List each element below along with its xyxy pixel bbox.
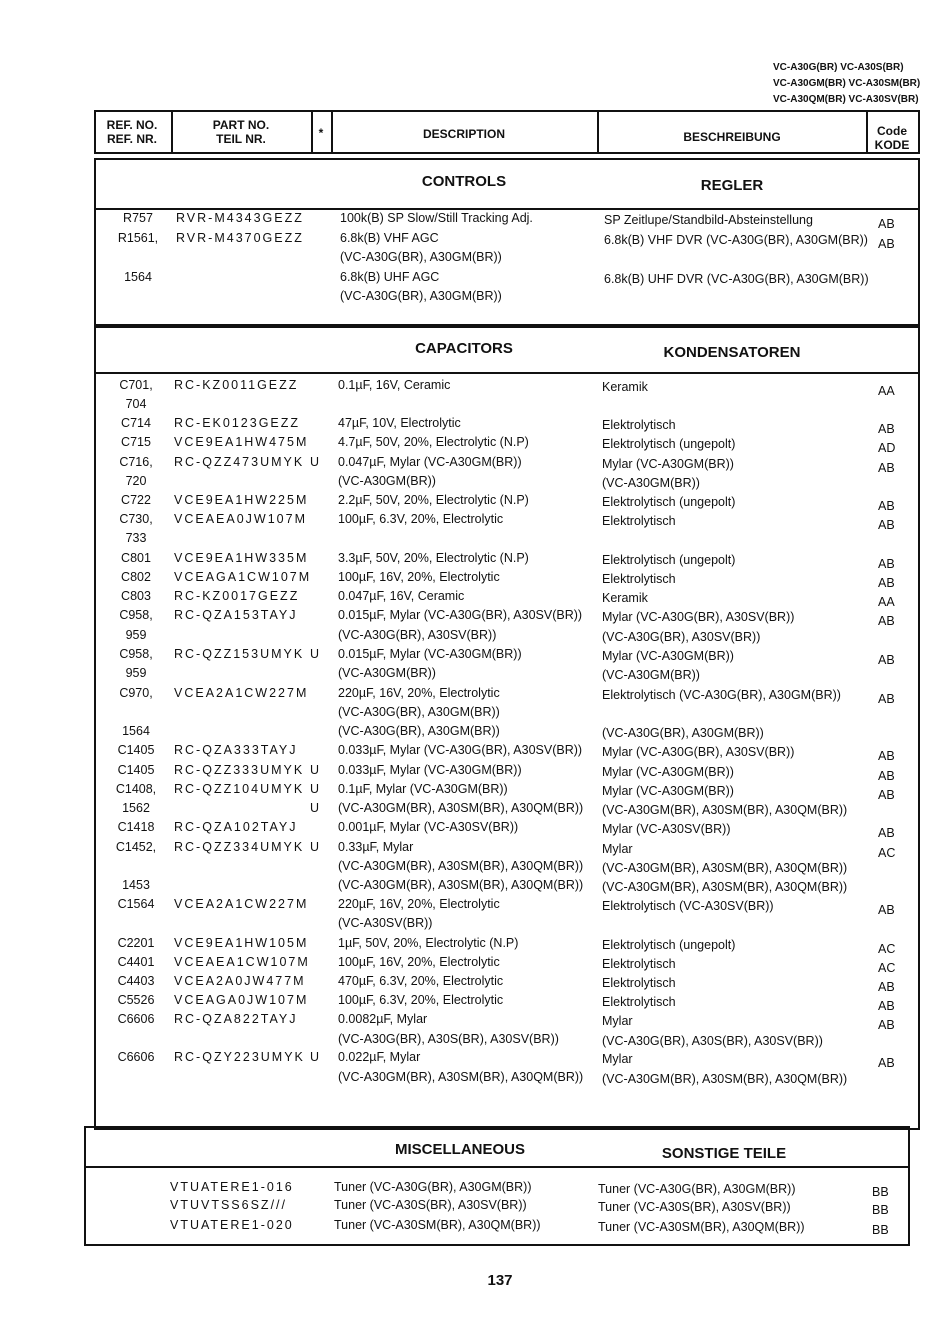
ref-number: C1452, (115, 840, 157, 854)
model-line: VC-A30QM(BR) VC-A30SV(BR) (773, 94, 919, 105)
beschreibung: Elektrolytisch (602, 514, 676, 528)
section-title-rule (94, 372, 918, 374)
beschreibung: 6.8k(B) UHF DVR (VC-A30G(BR), A30GM(BR)) (604, 272, 869, 286)
table-row (0, 991, 950, 1013)
page-number: 137 (487, 1272, 513, 1289)
description: (VC-A30GM(BR), A30SM(BR), A30QM(BR)) (338, 801, 584, 815)
table-row (0, 1010, 950, 1032)
table-row (0, 1216, 950, 1235)
price-code: AB (878, 749, 895, 763)
table-row (0, 703, 950, 722)
ref-number: 733 (125, 531, 147, 545)
ref-number: C1564 (117, 897, 155, 911)
description: (VC-A30G(BR), A30GM(BR)) (340, 250, 502, 264)
part-number: VCE9EA1HW335M (174, 551, 309, 565)
price-code: AA (878, 384, 895, 398)
table-row (0, 248, 950, 267)
description: 0.015µF, Mylar (VC-A30GM(BR)) (338, 647, 522, 661)
table-row (0, 606, 950, 628)
ref-number: C803 (121, 589, 151, 603)
model-line: VC-A30G(BR) VC-A30S(BR) (773, 62, 904, 73)
section-top-rule (94, 326, 918, 328)
description: 6.8k(B) UHF AGC (340, 270, 440, 284)
part-number: VCEAGA1CW107M (174, 570, 312, 584)
beschreibung: SP Zeitlupe/Standbild-Absteinstellung (604, 213, 813, 227)
ref-number: C1405 (117, 763, 155, 777)
description: 0.1µF, Mylar (VC-A30GM(BR)) (338, 782, 508, 796)
ref-number: 720 (125, 474, 147, 488)
ref-number: 1453 (122, 878, 150, 892)
price-code: AB (878, 237, 895, 251)
mark-flag: U (310, 801, 320, 815)
part-number: VCEA2A1CW227M (174, 897, 309, 911)
description: 4.7µF, 50V, 20%, Electrolytic (N.P) (338, 435, 529, 449)
table-row (0, 549, 950, 571)
beschreibung: Mylar (VC-A30GM(BR)) (602, 784, 734, 798)
section-top-rule (94, 158, 918, 160)
price-code: AB (878, 1018, 895, 1032)
beschreibung: (VC-A30GM(BR)) (602, 476, 700, 490)
ref-number: C730, (119, 512, 153, 526)
ref-number: 1564 (122, 724, 150, 738)
ref-number: C2201 (117, 936, 155, 950)
description: 0.1µF, 16V, Ceramic (338, 378, 451, 392)
table-row (0, 780, 950, 802)
part-number: RVR-M4343GEZZ (176, 211, 304, 225)
part-number: VCE9EA1HW225M (174, 493, 309, 507)
table-row (0, 268, 950, 287)
table-row (0, 895, 950, 917)
header-ref: REF. NO. REF. NR. (106, 118, 158, 146)
price-code: AC (878, 846, 896, 860)
table-top-rule (94, 110, 920, 112)
table-row (0, 229, 950, 251)
part-number: VTUATERE1-016 (170, 1180, 294, 1194)
description: 100k(B) SP Slow/Still Tracking Adj. (340, 211, 533, 225)
description: 1µF, 50V, 20%, Electrolytic (N.P) (338, 936, 519, 950)
table-row (0, 453, 950, 475)
description: 0.047µF, Mylar (VC-A30GM(BR)) (338, 455, 522, 469)
description: 0.0082µF, Mylar (338, 1012, 428, 1026)
ref-number: C1408, (115, 782, 157, 796)
price-code: AB (878, 422, 895, 436)
part-number: RC-KZ0011GEZZ (174, 378, 299, 392)
part-number: VCE9EA1HW105M (174, 936, 309, 950)
header-mark: * (318, 126, 324, 140)
ref-number: 959 (125, 666, 147, 680)
part-number: RC-QZA333TAYJ (174, 743, 298, 757)
description: 470µF, 6.3V, 20%, Electrolytic (338, 974, 504, 988)
beschreibung: Mylar (VC-A30G(BR), A30SV(BR)) (602, 610, 795, 624)
section-title-de: KONDENSATOREN (663, 344, 801, 361)
price-code: AB (878, 980, 895, 994)
ref-number: C5526 (117, 993, 155, 1007)
price-code: BB (872, 1223, 889, 1237)
beschreibung: Mylar (602, 1014, 633, 1028)
beschreibung: Mylar (VC-A30GM(BR)) (602, 765, 734, 779)
table-row (0, 838, 950, 860)
header-divider (918, 110, 920, 154)
description: (VC-A30G(BR), A30SV(BR)) (338, 628, 497, 642)
table-row (0, 209, 950, 231)
price-code: AB (878, 903, 895, 917)
table-row (0, 1178, 950, 1197)
part-number: RC-KZ0017GEZZ (174, 589, 300, 603)
description: 0.033µF, Mylar (VC-A30GM(BR)) (338, 763, 522, 777)
description: (VC-A30G(BR), A30S(BR), A30SV(BR)) (338, 1032, 559, 1046)
beschreibung: Elektrolytisch (602, 418, 676, 432)
description: (VC-A30GM(BR)) (338, 666, 436, 680)
description: 0.047µF, 16V, Ceramic (338, 589, 465, 603)
ref-number: C970, (119, 686, 153, 700)
table-row (0, 722, 950, 741)
mark-flag: U (310, 840, 320, 854)
mark-flag: U (310, 763, 320, 777)
part-number: VCEA2A1CW227M (174, 686, 309, 700)
section-title-en: CONTROLS (421, 173, 507, 190)
price-code: AA (878, 595, 895, 609)
description: 0.33µF, Mylar (338, 840, 414, 854)
price-code: AB (878, 653, 895, 667)
beschreibung: Elektrolytisch (ungepolt) (602, 495, 736, 509)
beschreibung: (VC-A30G(BR), A30S(BR), A30SV(BR)) (602, 1034, 823, 1048)
description: 2.2µF, 50V, 20%, Electrolytic (N.P) (338, 493, 529, 507)
part-number: RC-QZZ153UMYK (174, 647, 305, 661)
section-title-en: MISCELLANEOUS (394, 1141, 525, 1158)
description: 0.015µF, Mylar (VC-A30G(BR), A30SV(BR)) (338, 608, 583, 622)
price-code: AB (878, 692, 895, 706)
price-code: AB (878, 614, 895, 628)
header-divider (597, 110, 599, 154)
table-row (0, 934, 950, 956)
price-code: BB (872, 1203, 889, 1217)
beschreibung: Elektrolytisch (602, 976, 676, 990)
header-bottom-rule (94, 152, 920, 154)
table-row (0, 414, 950, 436)
section-bottom-rule (84, 1244, 910, 1246)
ref-number: R1561, (117, 231, 159, 245)
part-number: VCEAEA0JW107M (174, 512, 307, 526)
part-number: RC-QZA822TAYJ (174, 1012, 298, 1026)
ref-number: R757 (123, 211, 153, 225)
ref-number: C6606 (117, 1012, 155, 1026)
beschreibung: 6.8k(B) VHF DVR (VC-A30G(BR), A30GM(BR)) (604, 233, 868, 247)
description: 0.022µF, Mylar (338, 1050, 421, 1064)
beschreibung: Mylar (VC-A30G(BR), A30SV(BR)) (602, 745, 795, 759)
table-row (0, 472, 950, 491)
table-row (0, 491, 950, 513)
model-line: VC-A30GM(BR) VC-A30SM(BR) (773, 78, 921, 89)
section-title-en: CAPACITORS (415, 340, 513, 357)
part-number: VTUATERE1-020 (170, 1218, 294, 1232)
table-row (0, 376, 950, 398)
ref-number: C1418 (117, 820, 155, 834)
ref-number: C1405 (117, 743, 155, 757)
part-number: RC-QZZ333UMYK (174, 763, 305, 777)
table-row (0, 914, 950, 933)
table-row (0, 1068, 950, 1087)
price-code: AD (878, 441, 896, 455)
price-code: AB (878, 518, 895, 532)
beschreibung: Mylar (602, 1052, 633, 1066)
part-number: VTUVTSS6SZ/// (170, 1198, 287, 1212)
description: 3.3µF, 50V, 20%, Electrolytic (N.P) (338, 551, 529, 565)
ref-number: C958, (119, 608, 153, 622)
price-code: AB (878, 499, 895, 513)
beschreibung: (VC-A30GM(BR), A30SM(BR), A30QM(BR)) (602, 880, 848, 894)
description: 100µF, 6.3V, 20%, Electrolytic (338, 993, 504, 1007)
price-code: AB (878, 1056, 895, 1070)
beschreibung: Elektrolytisch (602, 572, 676, 586)
price-code: AB (878, 788, 895, 802)
table-row (0, 626, 950, 645)
beschreibung: Mylar (VC-A30SV(BR)) (602, 822, 731, 836)
table-row (0, 664, 950, 683)
table-row (0, 645, 950, 667)
beschreibung: Elektrolytisch (VC-A30SV(BR)) (602, 899, 774, 913)
description: (VC-A30G(BR), A30GM(BR)) (340, 289, 502, 303)
table-row (0, 510, 950, 532)
beschreibung: (VC-A30G(BR), A30SV(BR)) (602, 630, 761, 644)
table-row (0, 529, 950, 548)
table-row (0, 1030, 950, 1049)
section-title-rule (84, 1166, 908, 1168)
mark-flag: U (310, 455, 320, 469)
description: (VC-A30SV(BR)) (338, 916, 433, 930)
mark-flag: U (310, 1050, 320, 1064)
beschreibung: Elektrolytisch (602, 957, 676, 971)
beschreibung: Elektrolytisch (ungepolt) (602, 553, 736, 567)
header-description: DESCRIPTION (422, 127, 505, 141)
description: (VC-A30GM(BR)) (338, 474, 436, 488)
ref-number: C802 (121, 570, 151, 584)
beschreibung: Keramik (602, 591, 648, 605)
mark-flag: U (310, 647, 320, 661)
table-row (0, 953, 950, 975)
price-code: AC (878, 961, 896, 975)
table-row (0, 876, 950, 895)
beschreibung: Elektrolytisch (VC-A30G(BR), A30GM(BR)) (602, 688, 841, 702)
ref-number: C714 (121, 416, 151, 430)
part-number: RC-EK0123GEZZ (174, 416, 301, 430)
part-number: RC-QZZ473UMYK (174, 455, 305, 469)
description: (VC-A30GM(BR), A30SM(BR), A30QM(BR)) (338, 1070, 584, 1084)
part-number: RVR-M4370GEZZ (176, 231, 304, 245)
description: (VC-A30G(BR), A30GM(BR)) (338, 705, 500, 719)
description: 100µF, 16V, 20%, Electrolytic (338, 955, 500, 969)
ref-number: 704 (125, 397, 147, 411)
price-code: AB (878, 999, 895, 1013)
ref-number: 1562 (122, 801, 150, 815)
ref-number: C958, (119, 647, 153, 661)
part-number: VCEAGA0JW107M (174, 993, 309, 1007)
table-row (0, 568, 950, 590)
mark-flag: U (310, 782, 320, 796)
description: 220µF, 16V, 20%, Electrolytic (338, 897, 500, 911)
section-bottom-rule (94, 1128, 920, 1130)
price-code: AB (878, 826, 895, 840)
table-row (0, 433, 950, 455)
section-title-de: REGLER (700, 177, 764, 194)
table-row (0, 1048, 950, 1070)
table-row (0, 799, 950, 818)
description: Tuner (VC-A30SM(BR), A30QM(BR)) (334, 1218, 541, 1232)
price-code: AB (878, 557, 895, 571)
price-code: AB (878, 769, 895, 783)
beschreibung: (VC-A30G(BR), A30GM(BR)) (602, 726, 764, 740)
beschreibung: Elektrolytisch (602, 995, 676, 1009)
description: (VC-A30GM(BR), A30SM(BR), A30QM(BR)) (338, 878, 584, 892)
description: Tuner (VC-A30S(BR), A30SV(BR)) (334, 1198, 527, 1212)
price-code: AB (878, 217, 895, 231)
beschreibung: Elektrolytisch (ungepolt) (602, 437, 736, 451)
beschreibung: Tuner (VC-A30SM(BR), A30QM(BR)) (598, 1220, 805, 1234)
part-number: RC-QZY223UMYK (174, 1050, 305, 1064)
table-row (0, 684, 950, 706)
ref-number: C715 (121, 435, 151, 449)
description: 47µF, 10V, Electrolytic (338, 416, 461, 430)
part-number: RC-QZZ104UMYK (174, 782, 305, 796)
beschreibung: (VC-A30GM(BR), A30SM(BR), A30QM(BR)) (602, 1072, 848, 1086)
table-row (0, 587, 950, 609)
ref-number: C6606 (117, 1050, 155, 1064)
description: (VC-A30GM(BR), A30SM(BR), A30QM(BR)) (338, 859, 584, 873)
description: 0.033µF, Mylar (VC-A30G(BR), A30SV(BR)) (338, 743, 583, 757)
part-number: RC-QZA153TAYJ (174, 608, 298, 622)
beschreibung: Tuner (VC-A30S(BR), A30SV(BR)) (598, 1200, 791, 1214)
table-row (0, 818, 950, 840)
description: Tuner (VC-A30G(BR), A30GM(BR)) (334, 1180, 532, 1194)
beschreibung: Mylar (VC-A30GM(BR)) (602, 649, 734, 663)
part-number: VCE9EA1HW475M (174, 435, 309, 449)
beschreibung: Mylar (VC-A30GM(BR)) (602, 457, 734, 471)
price-code: AB (878, 461, 895, 475)
table-row (0, 972, 950, 994)
model-list (773, 60, 948, 108)
section-title-de: SONSTIGE TEILE (661, 1145, 787, 1162)
beschreibung: (VC-A30GM(BR), A30SM(BR), A30QM(BR)) (602, 861, 848, 875)
table-row (0, 857, 950, 876)
beschreibung: Tuner (VC-A30G(BR), A30GM(BR)) (598, 1182, 796, 1196)
header-part: PART NO. TEIL NR. (212, 118, 270, 146)
price-code: AB (878, 576, 895, 590)
beschreibung: (VC-A30GM(BR)) (602, 668, 700, 682)
price-code: BB (872, 1185, 889, 1199)
header-code: Code KODE (874, 124, 910, 152)
description: (VC-A30G(BR), A30GM(BR)) (338, 724, 500, 738)
table-row (0, 1196, 950, 1215)
ref-number: C4403 (117, 974, 155, 988)
table-row (0, 287, 950, 306)
section-top-rule (84, 1126, 908, 1128)
header-beschreibung: BESCHREIBUNG (683, 130, 781, 144)
ref-number: C4401 (117, 955, 155, 969)
price-code: AC (878, 942, 896, 956)
description: 100µF, 6.3V, 20%, Electrolytic (338, 512, 504, 526)
ref-number: C722 (121, 493, 151, 507)
description: 100µF, 16V, 20%, Electrolytic (338, 570, 500, 584)
table-row (0, 761, 950, 783)
part-number: VCEAEA1CW107M (174, 955, 310, 969)
beschreibung: Elektrolytisch (ungepolt) (602, 938, 736, 952)
ref-number: C716, (119, 455, 153, 469)
description: 220µF, 16V, 20%, Electrolytic (338, 686, 500, 700)
table-row (0, 395, 950, 414)
ref-number: C701, (119, 378, 153, 392)
part-number: VCEA2A0JW477M (174, 974, 306, 988)
ref-number: 959 (125, 628, 147, 642)
ref-number: 1564 (124, 270, 152, 284)
part-number: RC-QZZ334UMYK (174, 840, 305, 854)
ref-number: C801 (121, 551, 151, 565)
beschreibung: Keramik (602, 380, 648, 394)
description: 6.8k(B) VHF AGC (340, 231, 439, 245)
table-row (0, 741, 950, 763)
beschreibung: (VC-A30GM(BR), A30SM(BR), A30QM(BR)) (602, 803, 848, 817)
description: 0.001µF, Mylar (VC-A30SV(BR)) (338, 820, 519, 834)
beschreibung: Mylar (602, 842, 633, 856)
part-number: RC-QZA102TAYJ (174, 820, 298, 834)
